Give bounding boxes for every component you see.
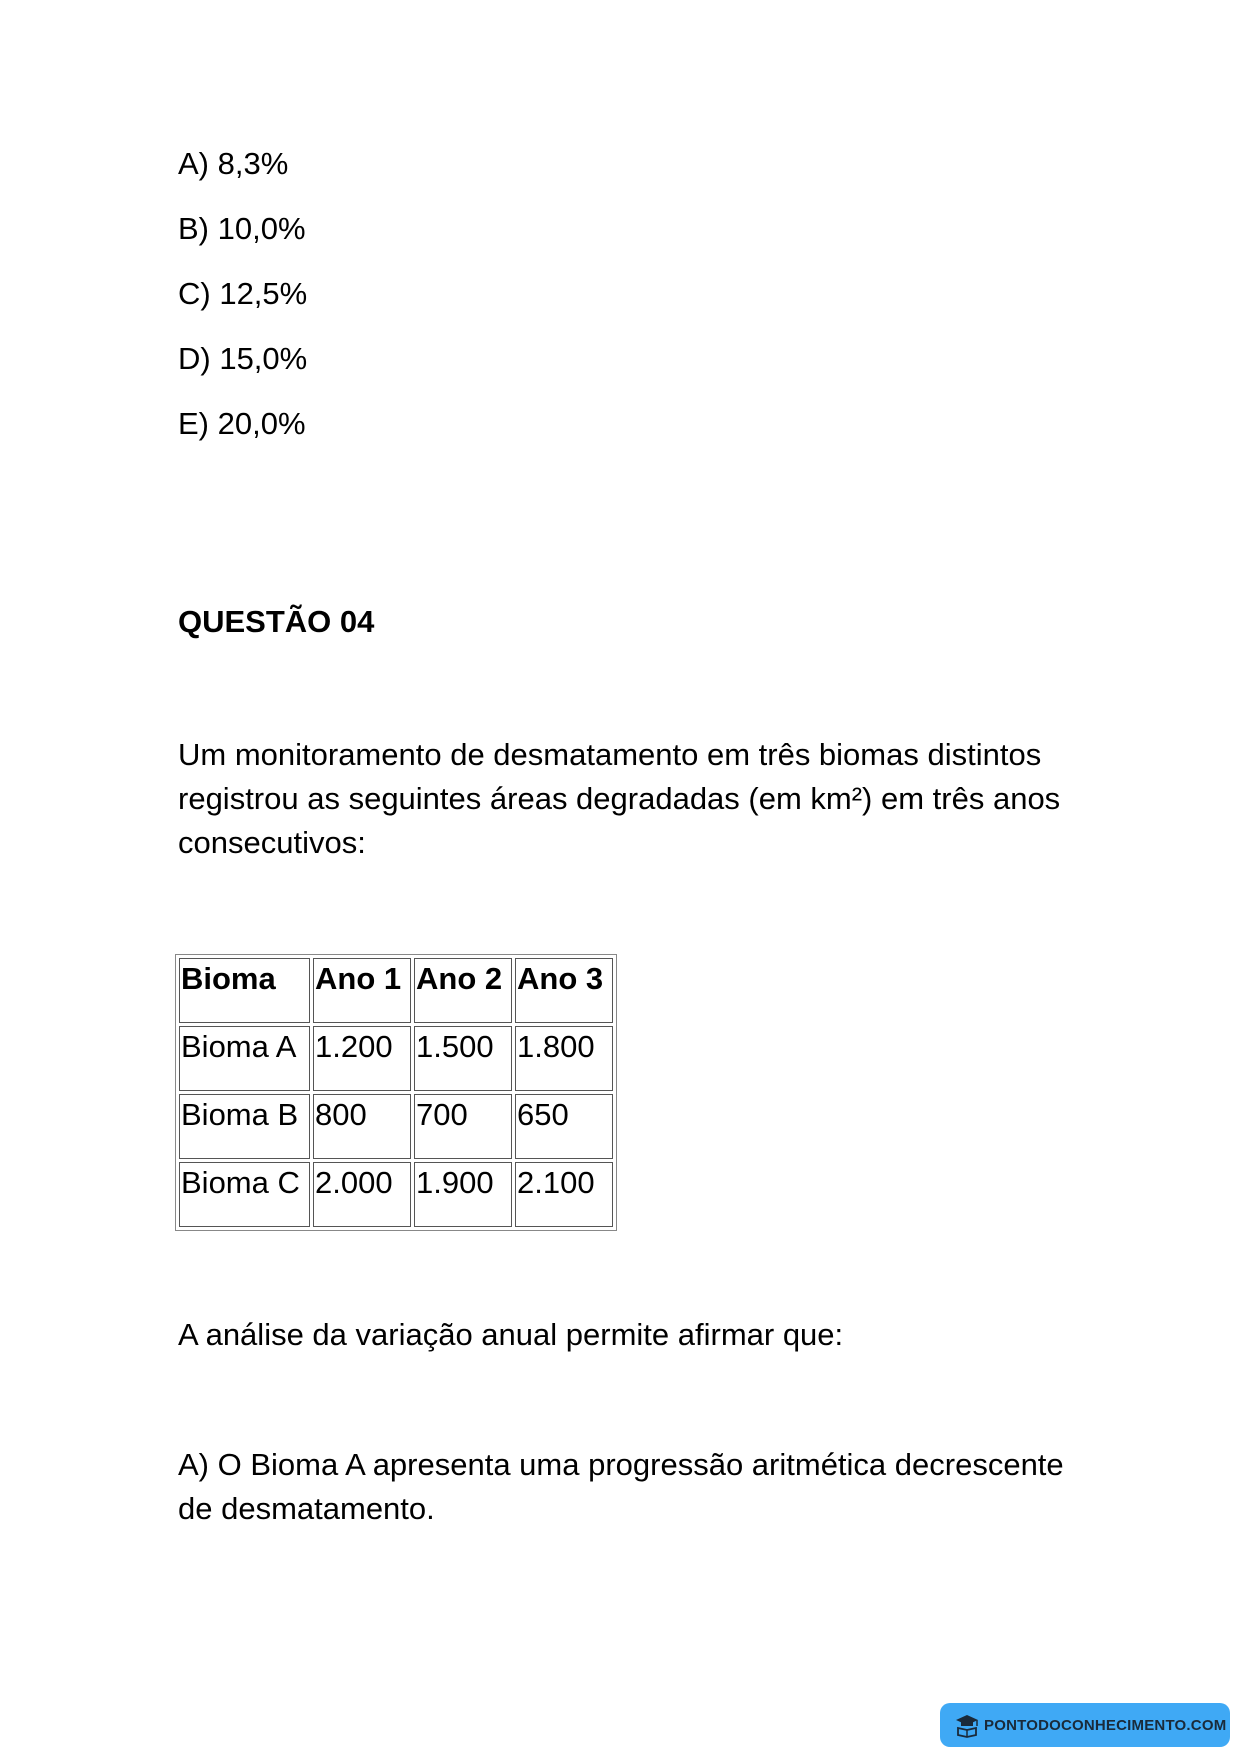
analysis-prompt: A análise da variação anual permite afirmar que: bbox=[178, 1317, 844, 1352]
table-row bbox=[179, 1094, 613, 1159]
graduation-cap-book-icon bbox=[954, 1712, 980, 1738]
answer-option-a: A) O Bioma A apresenta uma progressão aritmética decrescente de desmatamento. bbox=[178, 1447, 1064, 1526]
brand-badge-link[interactable] bbox=[940, 1703, 1230, 1747]
question-statement: Um monitoramento de desmatamento em três biomas distintos registrou as seguintes áreas degradadas (em km²) em três anos consecutivos: bbox=[178, 737, 1061, 860]
option-d: D) 15,0% bbox=[178, 341, 308, 376]
table-cell: 2.100 bbox=[515, 1162, 613, 1227]
header-ano-3: Ano 3 bbox=[515, 958, 613, 1023]
table-cell: 1.500 bbox=[414, 1026, 512, 1091]
table-cell: 650 bbox=[515, 1094, 613, 1159]
table-cell: Bioma A bbox=[179, 1026, 310, 1091]
header-ano-1: Ano 1 bbox=[313, 958, 411, 1023]
table-row bbox=[179, 1026, 613, 1091]
option-b: B) 10,0% bbox=[178, 211, 306, 246]
table-cell: 1.900 bbox=[414, 1162, 512, 1227]
table-cell: Bioma C bbox=[179, 1162, 310, 1227]
table-header-row bbox=[179, 958, 613, 1023]
header-bioma: Bioma bbox=[179, 958, 310, 1023]
previous-question-options bbox=[178, 146, 307, 471]
table-cell: Bioma B bbox=[179, 1094, 310, 1159]
table-cell: 800 bbox=[313, 1094, 411, 1159]
table-row bbox=[179, 1162, 613, 1227]
brand-text: PONTODOCONHECIMENTO.COM bbox=[984, 1716, 1227, 1734]
question-title: QUESTÃO 04 bbox=[178, 604, 375, 639]
deforestation-table bbox=[175, 954, 617, 1231]
option-e: E) 20,0% bbox=[178, 406, 306, 441]
option-a: A) 8,3% bbox=[178, 146, 289, 181]
option-c: C) 12,5% bbox=[178, 276, 308, 311]
table-cell: 1.800 bbox=[515, 1026, 613, 1091]
table-cell: 2.000 bbox=[313, 1162, 411, 1227]
table-cell: 700 bbox=[414, 1094, 512, 1159]
header-ano-2: Ano 2 bbox=[414, 958, 512, 1023]
table-cell: 1.200 bbox=[313, 1026, 411, 1091]
